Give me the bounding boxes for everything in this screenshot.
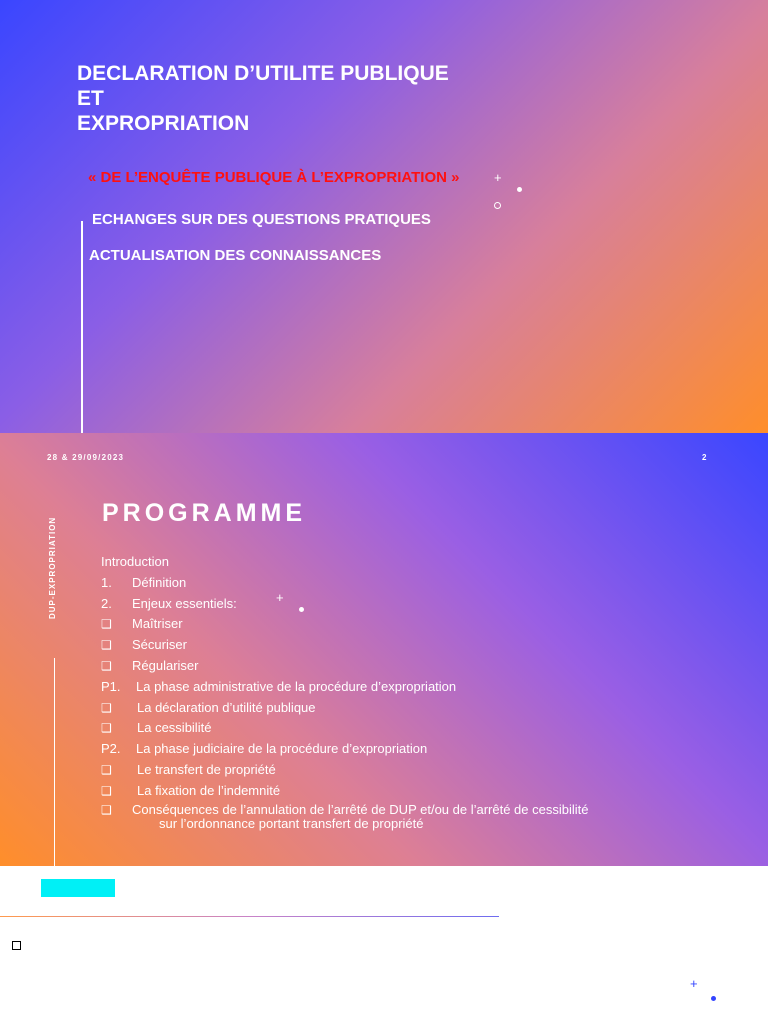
vertical-divider [54, 658, 55, 866]
page-number: 2 [702, 453, 707, 462]
list-item: Introduction [101, 554, 169, 569]
slide-subtitle: « DE L’ENQUÊTE PUBLIQUE À L’EXPROPRIATION » [88, 169, 460, 186]
cyan-accent-box [41, 879, 115, 897]
list-item: 1. Définition [101, 574, 187, 590]
slide-date: 28 & 29/09/2023 [47, 453, 125, 462]
list-item: 2. Enjeux essentiels: [101, 595, 237, 611]
checkbox-icon [12, 941, 21, 950]
list-item: ❑ Régulariser [101, 656, 701, 677]
list-item: ❑ Maîtriser [101, 614, 701, 635]
programme-title: PROGRAMME [102, 499, 307, 527]
last-item-line-2: sur l’ordonnance portant transfert de propriété [159, 815, 424, 831]
list-item: ❑ Le transfert de propriété [101, 760, 701, 781]
gradient-divider [0, 916, 499, 917]
list-item: ❑ La déclaration d’utilité publique [101, 698, 701, 719]
subtitle-exchanges: ECHANGES SUR DES QUESTIONS PRATIQUES [92, 211, 431, 228]
title-line-1: DECLARATION D’UTILITE PUBLIQUE [77, 62, 449, 85]
checkbox-icon: ❑ [101, 783, 112, 798]
checkbox-icon: ❑ [101, 802, 112, 817]
vertical-label-text: DUP-EXPROPRIATION [48, 516, 57, 619]
plus-decoration-icon: + [690, 976, 698, 991]
slide-title [77, 61, 449, 136]
checkbox-icon: ❑ [101, 658, 112, 673]
programme-slide [0, 433, 768, 866]
list-item: ❑ La cessibilité [101, 718, 701, 739]
vertical-label [42, 503, 64, 623]
programme-list [101, 552, 701, 836]
plus-decoration-icon: + [494, 170, 502, 185]
title-line-3: EXPROPRIATION [77, 112, 250, 135]
title-line-2: ET [77, 87, 104, 110]
checkbox-icon: ❑ [101, 638, 112, 653]
dot-decoration-icon [711, 996, 716, 1001]
checkbox-icon: ❑ [101, 721, 112, 736]
last-item-line-1: Conséquences de l’annulation de l’arrêté de DUP et/ou de l’arrêté de cessibilité [132, 801, 589, 817]
checkbox-icon: ❑ [101, 700, 112, 715]
list-item: P1. La phase administrative de la procédure d’expropriation [101, 678, 457, 694]
checkbox-icon: ❑ [101, 762, 112, 777]
list-item: P2. La phase judiciaire de la procédure d’expropriation [101, 741, 428, 757]
list-item: ❑ Sécuriser [101, 635, 701, 656]
list-item: ❑ La fixation de l’indemnité [101, 781, 701, 802]
title-slide [0, 0, 768, 433]
vertical-divider [81, 221, 83, 433]
list-item [101, 802, 701, 836]
ring-decoration-icon [494, 202, 501, 209]
checkbox-icon: ❑ [101, 617, 112, 632]
dot-decoration-icon [517, 187, 522, 192]
subtitle-actualisation: ACTUALISATION DES CONNAISSANCES [89, 247, 382, 264]
plus-decoration-icon: + [276, 590, 284, 605]
